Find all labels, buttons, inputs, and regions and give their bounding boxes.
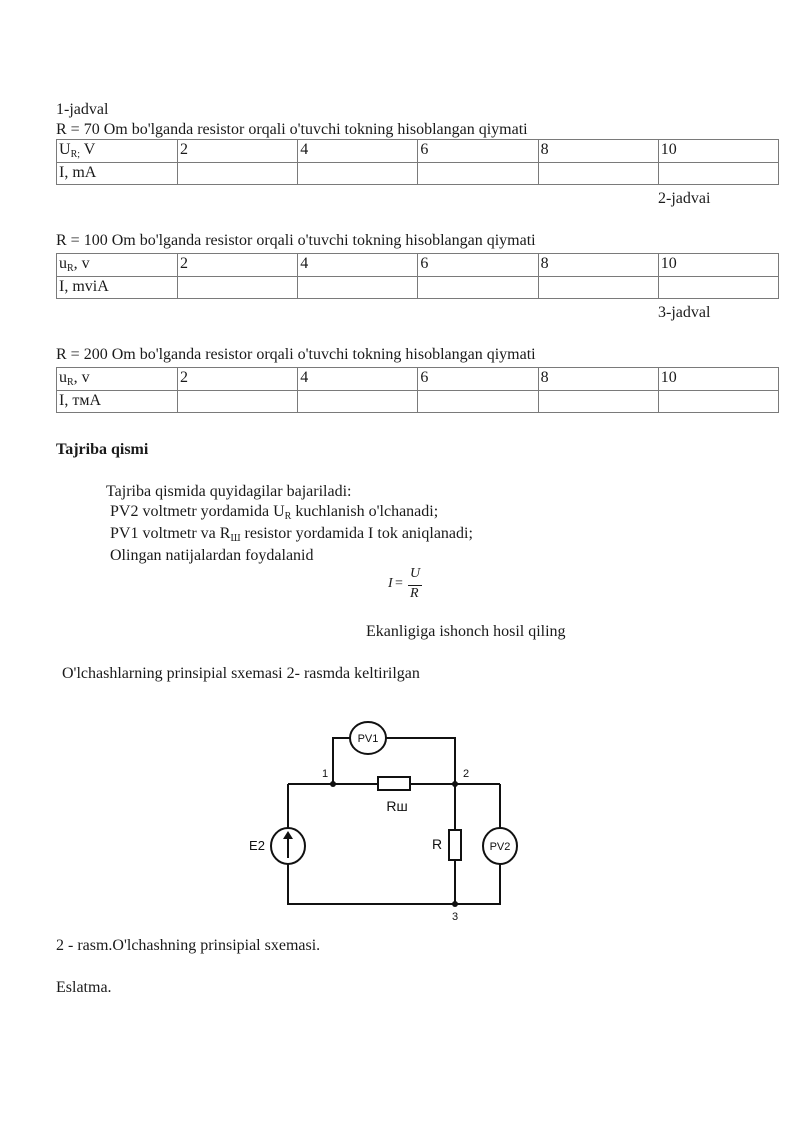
circuit-wires bbox=[288, 738, 500, 904]
table-cell bbox=[298, 163, 418, 185]
rsh-resistor bbox=[378, 777, 410, 790]
rsh-label: Rш bbox=[386, 798, 408, 814]
table-cell bbox=[178, 163, 298, 185]
section-line-1: PV2 voltmetr yordamida UR kuchlanish o'lchanadi; bbox=[110, 503, 439, 522]
table-cell: 8 bbox=[538, 254, 658, 277]
node-2-dot bbox=[452, 781, 458, 787]
table-cell: 4 bbox=[298, 140, 418, 163]
r-resistor bbox=[449, 830, 461, 860]
formula bbox=[388, 566, 428, 606]
figure-caption: 2 - rasm.O'lchashning prinsipial sxemasi. bbox=[56, 937, 321, 954]
table-cell bbox=[658, 277, 778, 299]
circuit-diagram bbox=[238, 718, 528, 923]
scheme-reference: O'lchashlarning prinsipial sxemasi 2- rasmda keltirilgan bbox=[62, 665, 420, 682]
table-cell bbox=[418, 277, 538, 299]
table-cell-label: I, mviA bbox=[57, 277, 178, 299]
table-cell: 4 bbox=[298, 254, 418, 277]
table-cell: 2 bbox=[178, 254, 298, 277]
node-3-dot bbox=[452, 901, 458, 907]
table1 bbox=[56, 139, 779, 185]
note-text: Eslatma. bbox=[56, 979, 112, 996]
pv2-label: PV2 bbox=[489, 841, 511, 853]
table-row bbox=[57, 391, 779, 413]
node-2-label: 2 bbox=[462, 768, 470, 780]
table-cell bbox=[298, 277, 418, 299]
table2-caption: 2-jadvai bbox=[658, 190, 711, 207]
table2-title: R = 100 Om bo'lganda resistor orqali o'tuvchi tokning hisoblangan qiymati bbox=[56, 232, 536, 249]
section-line-2: PV1 voltmetr va RШ resistor yordamida I tok aniqlanadi; bbox=[110, 525, 473, 544]
pv1-label: PV1 bbox=[357, 733, 379, 745]
table-cell bbox=[298, 391, 418, 413]
section-intro: Tajriba qismida quyidagilar bajariladi: bbox=[106, 483, 352, 500]
table-row bbox=[57, 254, 779, 277]
section-line-3: Olingan natijalardan foydalanid bbox=[110, 547, 314, 564]
table-cell-label: I, тмА bbox=[57, 391, 178, 413]
r-label: R bbox=[431, 836, 443, 852]
table-cell bbox=[538, 163, 658, 185]
table-cell-label: I, mA bbox=[57, 163, 178, 185]
table-cell: 8 bbox=[538, 368, 658, 391]
node-1-dot bbox=[330, 781, 336, 787]
table-cell-label: uR, v bbox=[57, 254, 178, 277]
table-row bbox=[57, 163, 779, 185]
formula-lhs: I bbox=[388, 576, 393, 591]
formula-denominator: R bbox=[410, 586, 419, 601]
table1-caption: 1-jadval bbox=[56, 101, 109, 118]
table-cell bbox=[418, 163, 538, 185]
table-cell: 6 bbox=[418, 368, 538, 391]
table-cell bbox=[178, 391, 298, 413]
table-cell: 10 bbox=[658, 368, 778, 391]
table-cell: 2 bbox=[178, 368, 298, 391]
table3-title: R = 200 Om bo'lganda resistor orqali o'tuvchi tokning hisoblangan qiymati bbox=[56, 346, 536, 363]
table-cell-label: uR, v bbox=[57, 368, 178, 391]
table-cell bbox=[538, 277, 658, 299]
node-1-label: 1 bbox=[321, 768, 329, 780]
table-row bbox=[57, 368, 779, 391]
section-heading: Tajriba qismi bbox=[56, 441, 149, 458]
table-row bbox=[57, 277, 779, 299]
table-cell bbox=[418, 391, 538, 413]
table-cell bbox=[658, 163, 778, 185]
table-cell: 2 bbox=[178, 140, 298, 163]
table2 bbox=[56, 253, 779, 299]
table-cell: 10 bbox=[658, 254, 778, 277]
table3-caption: 3-jadval bbox=[658, 304, 711, 321]
table-cell: 6 bbox=[418, 140, 538, 163]
table-cell bbox=[538, 391, 658, 413]
check-text: Ekanligiga ishonch hosil qiling bbox=[366, 623, 566, 640]
formula-numerator: U bbox=[410, 566, 421, 581]
table1-title: R = 70 Om bo'lganda resistor orqali o'tuvchi tokning hisoblangan qiymati bbox=[56, 121, 528, 138]
table-cell-label: UR; V bbox=[57, 140, 178, 163]
table-cell: 8 bbox=[538, 140, 658, 163]
table-row bbox=[57, 140, 779, 163]
e2-label: E2 bbox=[249, 838, 265, 853]
table-cell: 6 bbox=[418, 254, 538, 277]
table-cell bbox=[178, 277, 298, 299]
table-cell: 10 bbox=[658, 140, 778, 163]
node-3-label: 3 bbox=[451, 911, 459, 923]
table-cell bbox=[658, 391, 778, 413]
formula-equals: = bbox=[395, 576, 403, 591]
table-cell: 4 bbox=[298, 368, 418, 391]
table3 bbox=[56, 367, 779, 413]
